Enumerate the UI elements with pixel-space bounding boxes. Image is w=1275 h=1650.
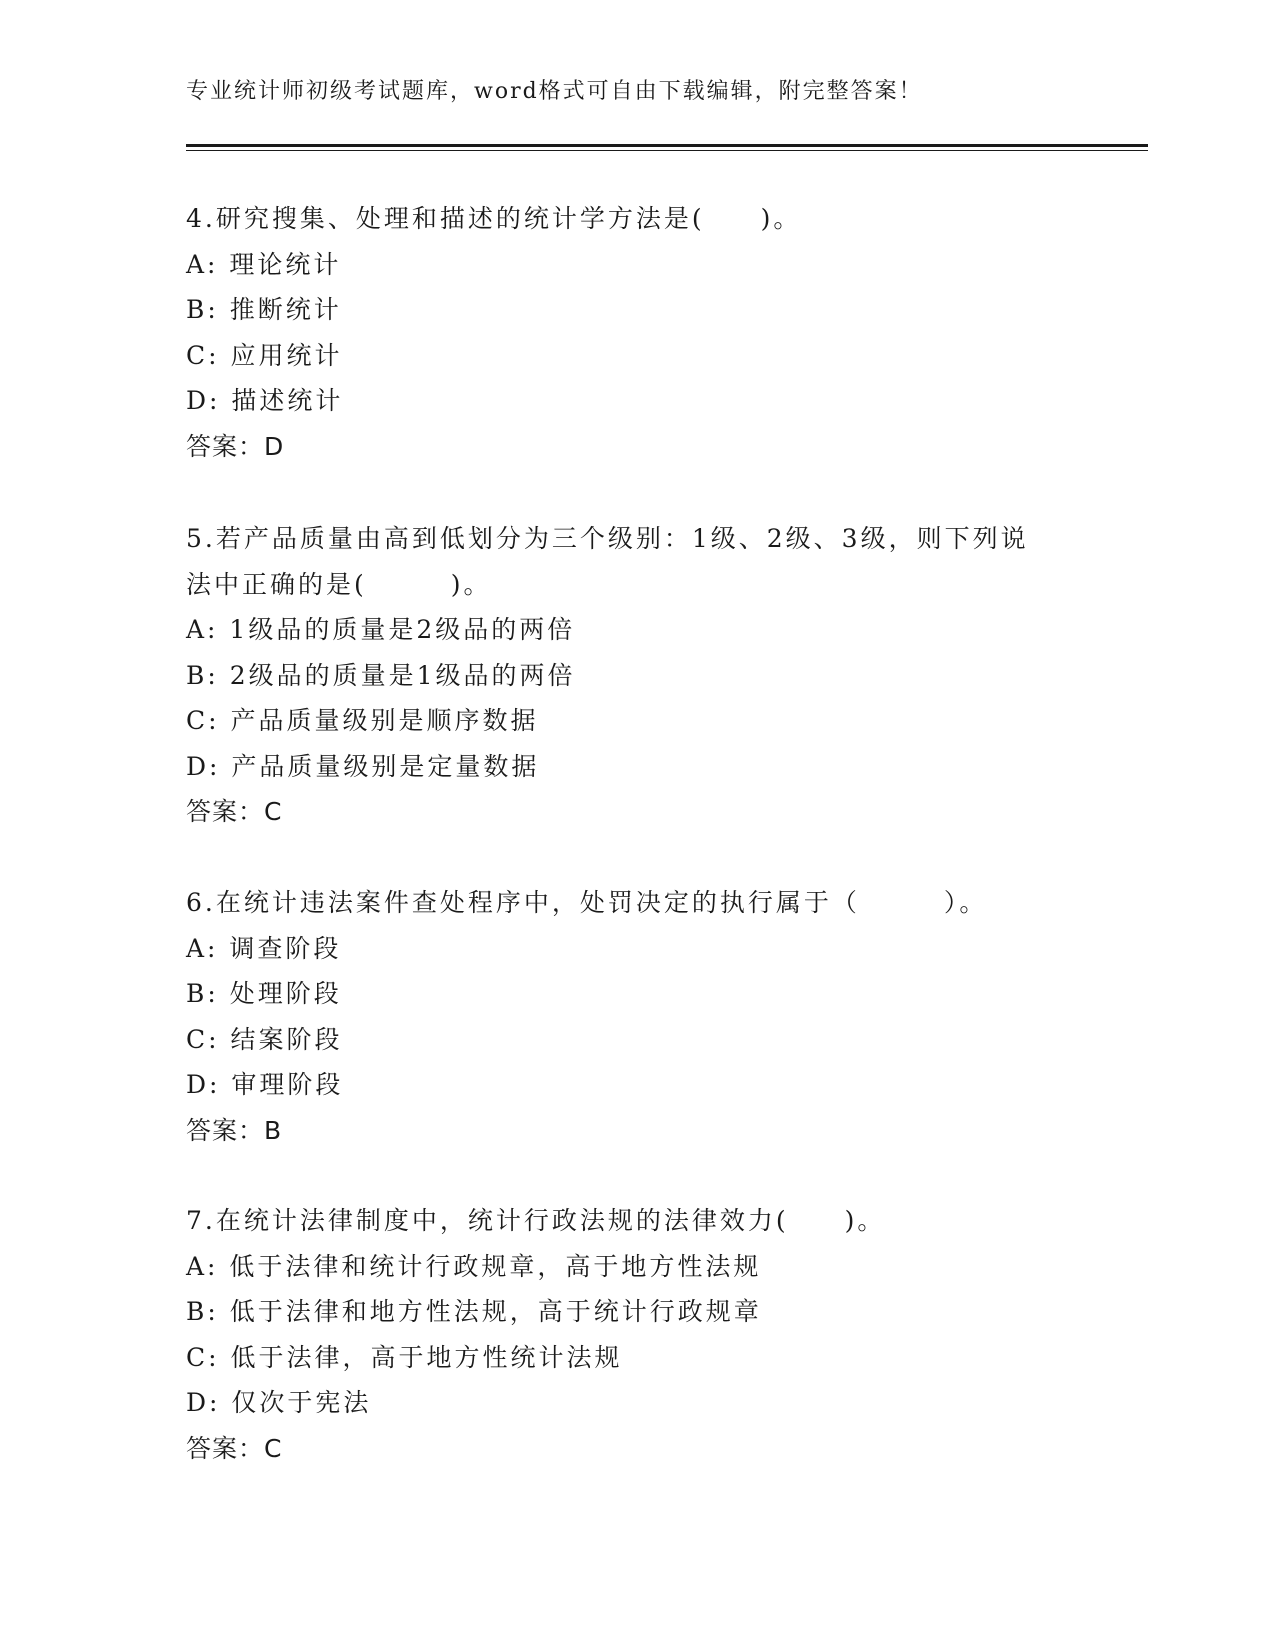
question-7 bbox=[186, 1198, 1086, 1471]
option-a: A: 调查阶段 bbox=[186, 933, 342, 963]
answer: 答案：C bbox=[186, 1433, 283, 1463]
header-rule-thick bbox=[186, 144, 1148, 147]
question-stem: 7.在统计法律制度中，统计行政法规的法律效力( )。 bbox=[186, 1206, 886, 1235]
option-b: B: 低于法律和地方性法规，高于统计行政规章 bbox=[186, 1297, 762, 1326]
option-d: D: 审理阶段 bbox=[186, 1070, 344, 1099]
option-a: A: 1级品的质量是2级品的两倍 bbox=[186, 615, 576, 644]
option-b: B: 推断统计 bbox=[186, 295, 342, 324]
question-stem-continued: 法中正确的是( )。 bbox=[186, 569, 492, 599]
option-d: D: 产品质量级别是定量数据 bbox=[186, 751, 540, 781]
question-6 bbox=[186, 880, 1086, 1153]
option-c: C: 低于法律，高于地方性统计法规 bbox=[186, 1342, 623, 1372]
header-text: 专业统计师初级考试题库，word格式可自由下载编辑，附完整答案！ bbox=[186, 79, 923, 104]
option-c: C: 结案阶段 bbox=[186, 1024, 343, 1054]
option-a: A: 低于法律和统计行政规章，高于地方性法规 bbox=[186, 1251, 762, 1281]
answer: 答案：C bbox=[186, 797, 283, 826]
option-b: B: 处理阶段 bbox=[186, 979, 342, 1008]
option-b: B: 2级品的质量是1级品的两倍 bbox=[186, 660, 576, 690]
answer: 答案：B bbox=[186, 1115, 283, 1145]
option-c: C: 应用统计 bbox=[186, 340, 343, 370]
option-d: D: 仅次于宪法 bbox=[186, 1388, 372, 1417]
option-d: D: 描述统计 bbox=[186, 386, 344, 415]
question-stem: 5.若产品质量由高到低划分为三个级别：1级、2级、3级，则下列说 bbox=[186, 524, 1029, 553]
answer: 答案：D bbox=[186, 431, 285, 461]
question-5 bbox=[186, 516, 1086, 835]
question-stem: 4.研究搜集、处理和描述的统计学方法是( )。 bbox=[186, 204, 802, 233]
header-rule-thin bbox=[186, 150, 1148, 151]
option-a: A: 理论统计 bbox=[186, 249, 342, 279]
question-4 bbox=[186, 196, 1086, 469]
question-stem: 6.在统计违法案件查处程序中，处罚决定的执行属于（ ）。 bbox=[186, 888, 988, 917]
option-c: C: 产品质量级别是顺序数据 bbox=[186, 706, 539, 735]
